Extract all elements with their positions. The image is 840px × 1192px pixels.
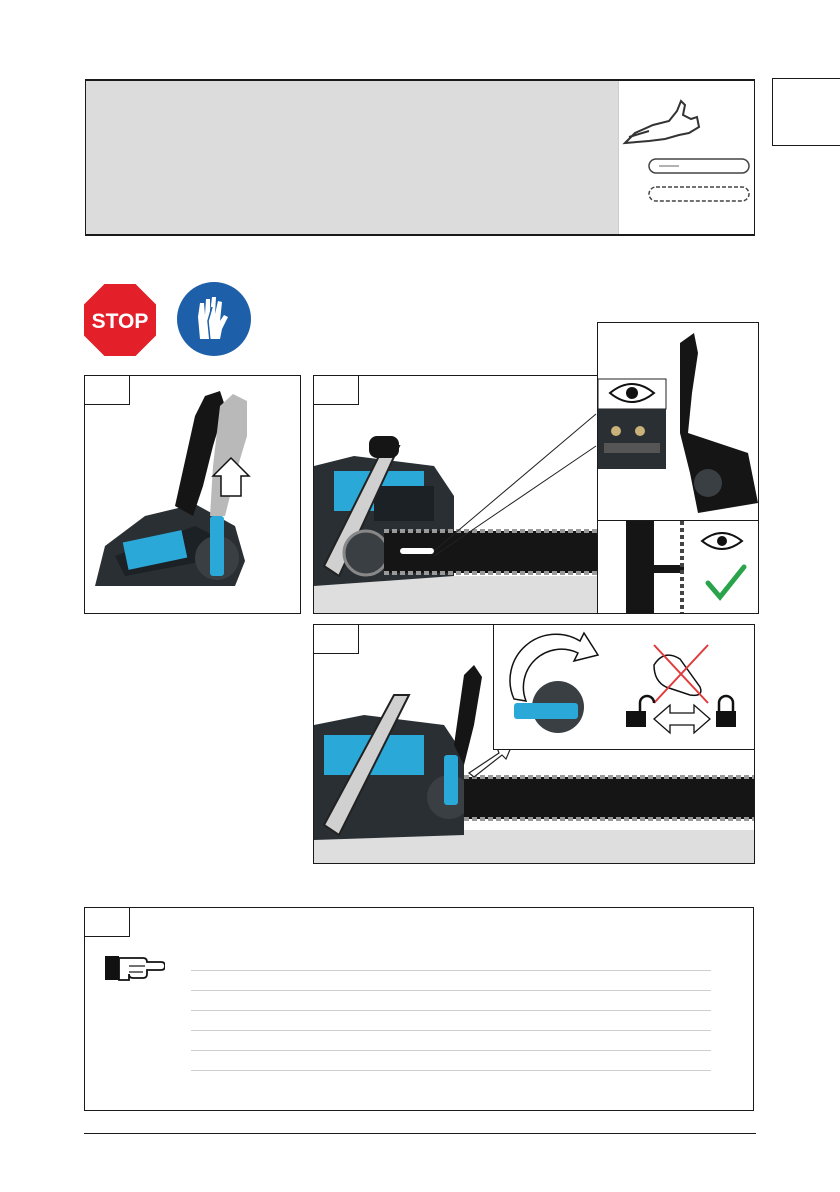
- figure-2-number: [314, 376, 359, 405]
- note-line: [191, 1030, 711, 1031]
- note-line: [191, 990, 711, 991]
- header-gray-area: [86, 81, 618, 234]
- inset-check: [597, 520, 759, 614]
- figure-1-number: [85, 376, 130, 405]
- stop-sign-text: STOP: [91, 310, 149, 333]
- note-line: [191, 1070, 711, 1071]
- note-line: [191, 1050, 711, 1051]
- eye-icon-2: [702, 533, 742, 549]
- lock-inset: [493, 624, 755, 750]
- note-lines: [85, 908, 753, 1110]
- note-line: [191, 970, 711, 971]
- figure-2: [313, 375, 599, 614]
- bar-chain-mounted-image: [314, 376, 598, 613]
- unlock-icon: [626, 696, 654, 727]
- lock-icon: [716, 696, 736, 727]
- figure-1: [84, 375, 301, 614]
- inset-detail: [597, 322, 759, 522]
- header-panel: [85, 79, 755, 236]
- checkmark-icon: [708, 567, 744, 597]
- language-tab: [772, 78, 840, 146]
- footer-rule: [84, 1133, 756, 1134]
- figure-3-number: [314, 625, 359, 654]
- figure-4-number: [85, 908, 130, 937]
- double-arrow-icon: [654, 705, 710, 733]
- note-line: [191, 1010, 711, 1011]
- stop-sign-icon: [81, 281, 159, 359]
- chainsaw-bar-icon: [618, 81, 755, 234]
- gloves-icon: [176, 281, 252, 357]
- figure-4-notes: [84, 907, 754, 1111]
- chain-brake-lever-image: [85, 376, 300, 613]
